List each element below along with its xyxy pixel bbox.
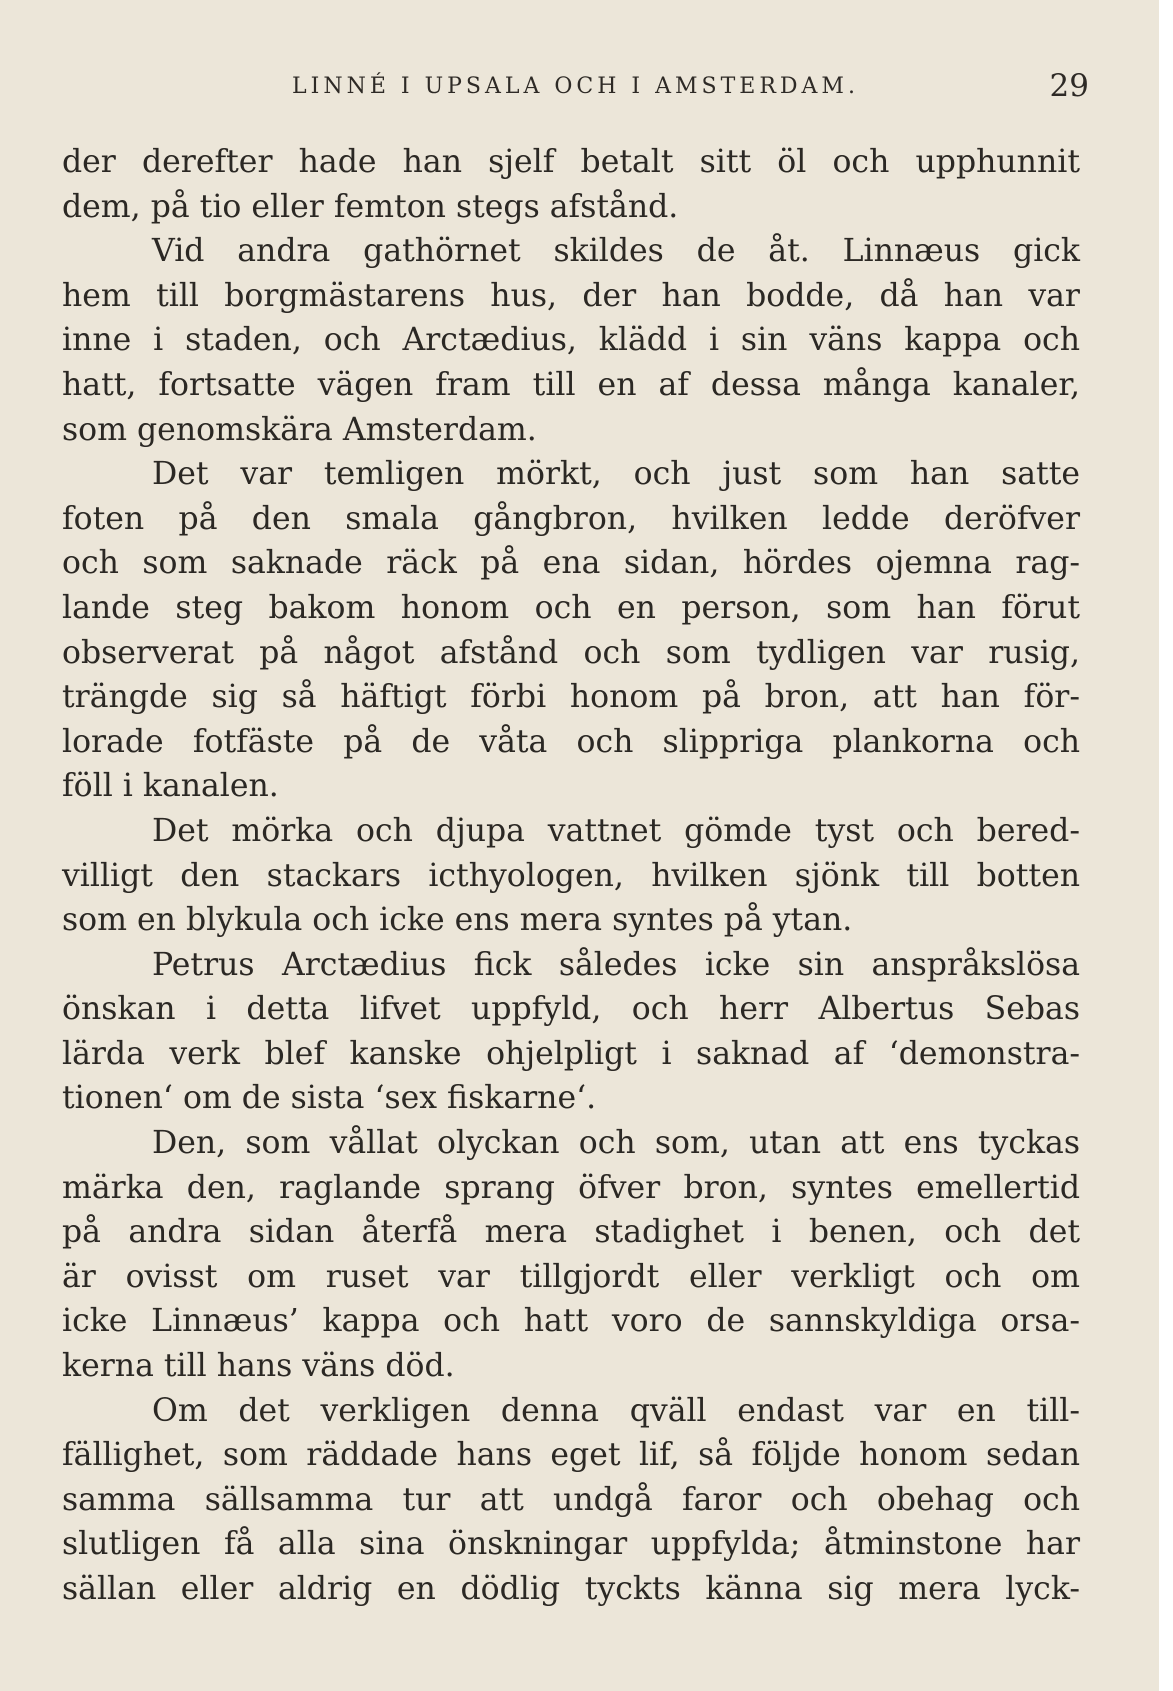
text-line: tionen‘ om de sista ‘sex fiskarne‘. <box>62 1080 597 1117</box>
text-line: trängde sig så häftigt förbi honom på bron, att han för- <box>62 679 1080 716</box>
text-line: samma sällsamma tur att undgå faror och obehag och <box>62 1481 1080 1518</box>
text-line: kerna till hans väns död. <box>62 1348 455 1385</box>
text-line: Om det verkligen denna qväll endast var en till- <box>152 1392 1080 1429</box>
text-line: der derefter hade han sjelf betalt sitt öl och upphunnit <box>62 144 1080 180</box>
text-line: önskan i detta lifvet uppfyld, och herr Albertus Sebas <box>62 991 1080 1028</box>
text-line: sällan eller aldrig en dödlig tyckts känna sig mera lyck- <box>62 1571 1080 1607</box>
text-line: på andra sidan återfå mera stadighet i benen, och det <box>62 1214 1080 1251</box>
text-line: observerat på något afstånd och som tydligen var rusig, <box>62 634 1080 671</box>
text-line: Petrus Arctædius fick således icke sin anspråkslösa <box>152 946 1080 983</box>
text-line: foten på den smala gångbron, hvilken ledde deröfver <box>62 500 1080 537</box>
text-line: Den, som vållat olyckan och som, utan att ens tyckas <box>152 1125 1080 1162</box>
text-line: är ovisst om ruset var tillgjordt eller verkligt och om <box>62 1258 1080 1295</box>
page-header <box>62 60 1089 120</box>
paragraph <box>62 943 1080 1121</box>
running-title: LINNÉ I UPSALA OCH I AMSTERDAM. <box>292 74 859 99</box>
text-line: och som saknade räck på ena sidan, hördes ojemna rag- <box>62 545 1080 582</box>
text-line: Vid andra gathörnet skildes de åt. Linnæus gick <box>152 233 1080 270</box>
text-line: som en blykula och icke ens mera syntes på ytan. <box>62 902 853 939</box>
text-line: villigt den stackars icthyologen, hvilken sjönk till botten <box>62 857 1080 894</box>
text-line: märka den, raglande sprang öfver bron, syntes emellertid <box>62 1169 1080 1206</box>
body-text <box>62 140 1080 1612</box>
paragraph <box>62 809 1080 943</box>
text-line: Det var temligen mörkt, och just som han satte <box>152 456 1080 493</box>
text-line: lärda verk blef kanske ohjelpligt i saknad af ‘demonstra- <box>62 1035 1080 1072</box>
text-line: Det mörka och djupa vattnet gömde tyst och bered- <box>152 812 1080 849</box>
text-line: fällighet, som räddade hans eget lif, så följde honom sedan <box>62 1437 1080 1474</box>
text-line: föll i kanalen. <box>62 768 279 805</box>
page-number: 29 <box>1049 68 1089 104</box>
paragraph <box>62 140 1080 229</box>
paragraph <box>62 229 1080 452</box>
text-line: som genomskära Amsterdam. <box>62 411 537 448</box>
text-line: lande steg bakom honom och en person, som han förut <box>62 589 1080 626</box>
text-line: dem, på tio eller femton stegs afstånd. <box>62 188 679 225</box>
text-line: hatt, fortsatte vägen fram till en af dessa många kanaler, <box>62 366 1080 403</box>
paragraph <box>62 452 1080 809</box>
paragraph <box>62 1121 1080 1389</box>
page-edge <box>1159 0 1173 1691</box>
text-line: icke Linnæus’ kappa och hatt voro de sannskyldiga orsa- <box>62 1303 1080 1340</box>
text-line: slutligen få alla sina önskningar uppfylda; åtminstone har <box>62 1526 1080 1563</box>
text-line: lorade fotfäste på de våta och slippriga plankorna och <box>62 723 1080 760</box>
text-line: inne i staden, och Arctædius, klädd i sin väns kappa och <box>62 322 1080 359</box>
paragraph <box>62 1389 1080 1612</box>
text-line: hem till borgmästarens hus, der han bodde, då han var <box>62 277 1080 314</box>
